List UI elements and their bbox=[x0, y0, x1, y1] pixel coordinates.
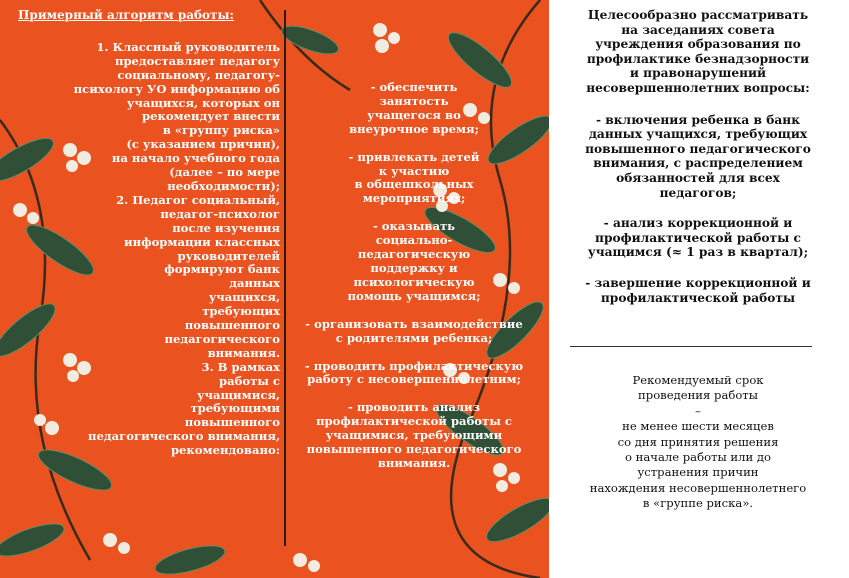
council-column bbox=[556, 8, 840, 321]
recommendations-column bbox=[288, 81, 540, 485]
algorithm-heading: Примерный алгоритм работы: bbox=[18, 8, 234, 22]
recommendation-item: - проводить анализ профилактической работы с учащимися, требующими повышенного педагогического внимания. bbox=[306, 400, 522, 470]
recommendation-item: - организовать взаимодействие с родителями ребенка; bbox=[305, 316, 523, 345]
algorithm-step-3: 3. В рамках работы с учащимися, требующими повышенного педагогического внимания, рекомендовано: bbox=[88, 359, 280, 458]
council-intro: Целесообразно рассматривать на заседаниях совета учреждения образования по профилактике безнадзорности и правонарушений несовершеннолетних вопросы: bbox=[586, 8, 810, 95]
algorithm-step-1: 1. Классный руководитель предоставляет педагогу социальному, педагогу- психологу УО информацию об учащихся, которых он рекомендует внести в «группу риска» (с указанием причин), на начало учебного года (далее – по мере необходимости); bbox=[73, 39, 280, 193]
recommendation-item: - оказывать социально- педагогическую поддержку и психологическую помощь учащимся; bbox=[347, 219, 481, 303]
recommendation-item: - проводить профилактическую работу с несовершеннолетним; bbox=[304, 358, 524, 387]
recommendation-item: - обеспечить занятость учащегося во внеурочное время; bbox=[349, 80, 479, 136]
column-divider bbox=[284, 10, 286, 546]
council-item: - завершение коррекционной и профилактической работы bbox=[585, 275, 811, 305]
council-item: - включения ребенка в банк данных учащихся, требующих повышенного педагогического внимания, с распределением обязанностей для всех педагогов; bbox=[585, 112, 811, 200]
recommendation-item: - привлекать детей к участию в общешкольных мероприятиях; bbox=[348, 149, 480, 206]
horizontal-rule bbox=[570, 346, 812, 347]
council-item: - анализ коррекционной и профилактической работы с учащимся (≈ 1 раз в квартал); bbox=[587, 216, 809, 260]
recommended-term-note: Рекомендуемый срок проведения работы – не менее шести месяцев со дня принятия решения о начале работы или до устранения причин нахождения несовершеннолетнего в «группе риска». bbox=[589, 373, 807, 511]
algorithm-column bbox=[18, 9, 280, 458]
algorithm-step-2: 2. Педагог социальный, педагог-психолог после изучения информации классных руководителей формируют банк данных учащихся, требующих повышенного педагогического внимания. bbox=[116, 192, 280, 360]
